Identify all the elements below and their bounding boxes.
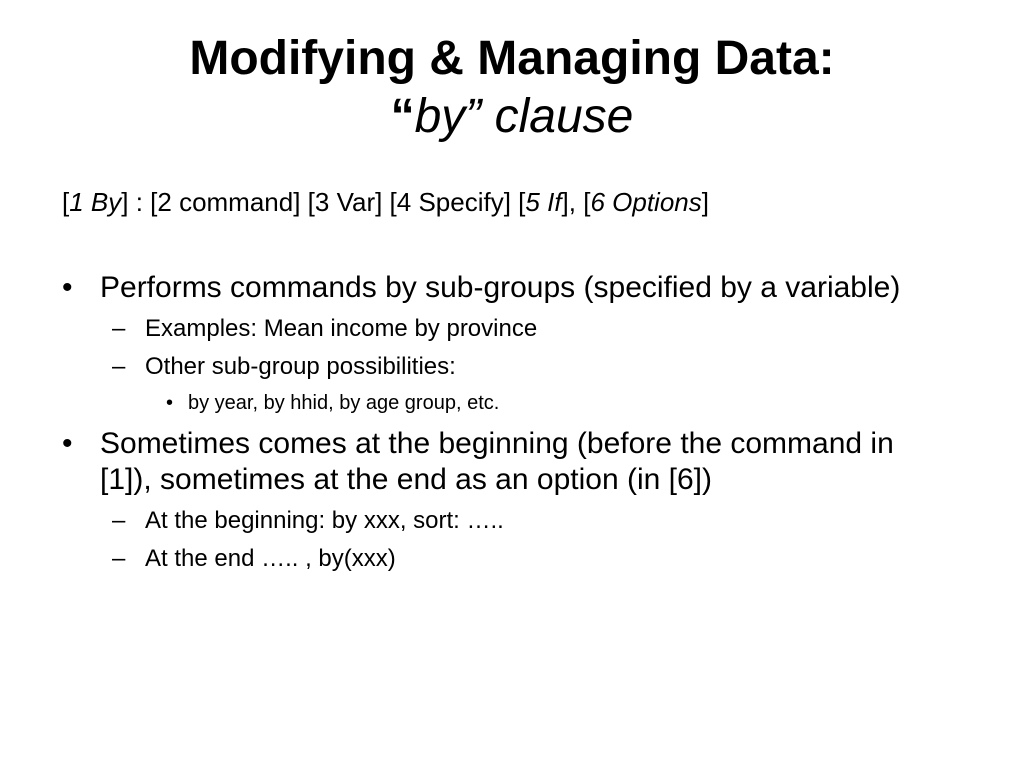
bullet-marker: •	[166, 392, 174, 414]
sub-bullet-item	[0, 352, 1024, 382]
bullet-item	[0, 270, 1024, 306]
slide-title-open-quote: “	[390, 90, 415, 143]
sub-bullet-text: At the end ….. , by(xxx)	[145, 545, 396, 572]
bullet-item	[0, 426, 1024, 498]
bullet-text: Performs commands by sub-groups (specified by a variable)	[100, 271, 901, 304]
bullet-marker: •	[62, 271, 73, 304]
dash-marker: –	[112, 507, 126, 534]
bullet-text: Sometimes comes at the beginning (before the command in [1]), sometimes at the end as an option (in [6])	[100, 427, 894, 496]
sub-bullet-item	[0, 506, 1024, 536]
bullet-marker: •	[62, 427, 73, 460]
syntax-by: 1 By	[69, 187, 122, 217]
sub-bullet-item	[0, 544, 1024, 574]
dash-marker: –	[112, 315, 126, 342]
slide-title-line1: Modifying & Managing Data:	[189, 32, 835, 85]
dash-marker: –	[112, 545, 126, 572]
sub-bullet-text: Other sub-group possibilities:	[145, 353, 456, 380]
sub-bullet-text: Examples: Mean income by province	[145, 315, 538, 342]
syntax-part: ], [	[561, 187, 591, 217]
sub-bullet-item	[0, 314, 1024, 344]
syntax-part: ]	[701, 187, 709, 217]
bullet-list	[0, 270, 1024, 574]
sub-sub-bullet-item	[0, 390, 1024, 416]
sub-bullet-text: At the beginning: by xxx, sort: …..	[145, 507, 504, 534]
syntax-part: [	[62, 187, 70, 217]
syntax-options: 6 Options	[590, 187, 702, 217]
slide-title	[0, 30, 1024, 146]
sub-sub-bullet-text: by year, by hhid, by age group, etc.	[188, 392, 500, 414]
syntax-if: 5 If	[525, 187, 562, 217]
command-syntax-line	[62, 186, 709, 218]
slide-title-subtitle: by” clause	[414, 90, 634, 143]
slide-title-line2	[0, 88, 1024, 146]
dash-marker: –	[112, 353, 126, 380]
syntax-part: ] : [2 command] [3 Var] [4 Specify] [	[121, 187, 526, 217]
